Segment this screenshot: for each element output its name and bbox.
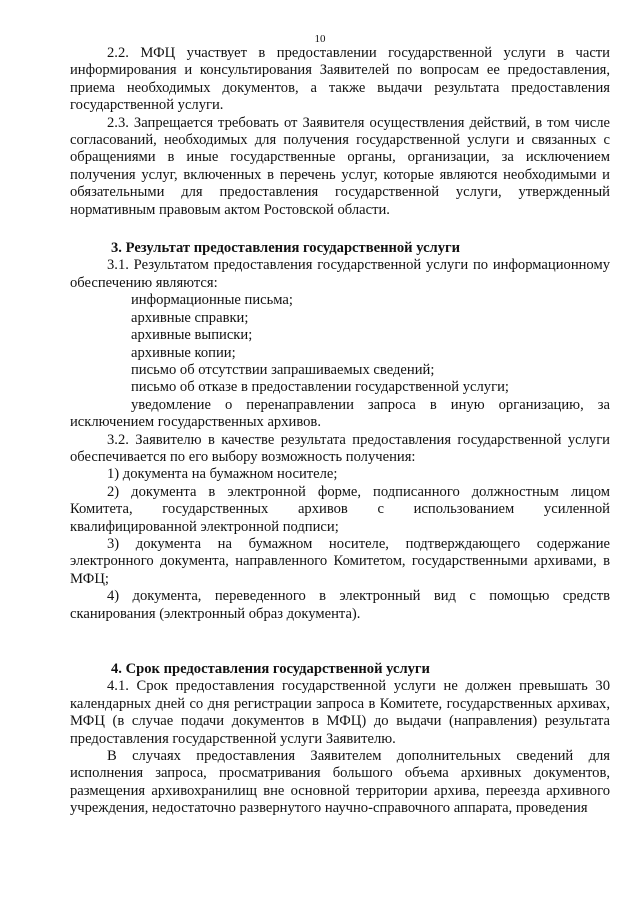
section-gap bbox=[70, 623, 610, 661]
list-item: информационные письма; bbox=[131, 292, 293, 309]
paragraph: 2.3. Запрещается требовать от Заявителя осуществления действий, в том числе согласований, необходимых для получения государственной услуги и связанных с обращениями в иные государственные органы, организации, за исключением получения услуг, включенных в перечень услуг, которые являются необходимыми и обязательными для предоставления государственной услуги, утвержденный нормативным правовым актом Ростовской области. bbox=[70, 114, 610, 218]
paragraph: 3.2. Заявителю в качестве результата предоставления государственной услуги обеспечивается по его выбору возможность получения: bbox=[70, 431, 610, 465]
list-item: архивные справки; bbox=[131, 309, 249, 326]
paragraph: 4.1. Срок предоставления государственной услуги не должен превышать 30 календарных дней со дня регистрации запроса в Комитете, государственных архивах, МФЦ (в случае подачи документов в МФЦ) до выдачи (направления) результата предоставления государственной услуги Заявителю. bbox=[70, 678, 610, 747]
list-item: архивные копии; bbox=[131, 344, 236, 361]
paragraph: уведомление о перенаправлении запроса в иную организацию, за исключением государственных архивов. bbox=[70, 396, 610, 431]
list-item: письмо об отказе в предоставлении государственной услуги; bbox=[131, 379, 509, 396]
paragraph: 3) документа на бумажном носителе, подтверждающего содержание электронного документа, направленного Комитетом, государственными архивами, в МФЦ; bbox=[70, 535, 610, 587]
list-item: архивные выписки; bbox=[131, 327, 253, 344]
section-heading: 4. Срок предоставления государственной услуги bbox=[111, 661, 430, 677]
page-number: 10 bbox=[314, 33, 326, 45]
section-heading: 3. Результат предоставления государственной услуги bbox=[111, 240, 461, 257]
paragraph: 2) документа в электронной форме, подписанного должностным лицом Комитета, государственных архивов с использованием усиленной квалифицированной электронной подписи; bbox=[70, 483, 610, 535]
paragraph: 4) документа, переведенного в электронный вид с помощью средств сканирования (электронный образ документа). bbox=[70, 588, 610, 622]
paragraph: 3.1. Результатом предоставления государственной услуги по информационному обеспечению являются: bbox=[70, 257, 610, 291]
paragraph: 1) документа на бумажном носителе; bbox=[107, 466, 338, 483]
paragraph: В случаях предоставления Заявителем дополнительных сведений для исполнения запроса, просматривания большого объема архивных документов, размещения архивохранилищ вне основной территории архива, переезда архивного учреждения, недостаточно развернутого научно-справочного аппарата, проведения bbox=[70, 748, 610, 817]
paragraph: 2.2. МФЦ участвует в предоставлении государственной услуги в части информирования и консультирования Заявителей по вопросам ее предоставления, приема необходимых документов, а также выдачи результата предоставления государственной услуги. bbox=[70, 45, 610, 114]
list-item: письмо об отсутствии запрашиваемых сведений; bbox=[131, 361, 435, 378]
section-gap bbox=[70, 219, 610, 240]
document-body bbox=[70, 45, 610, 818]
